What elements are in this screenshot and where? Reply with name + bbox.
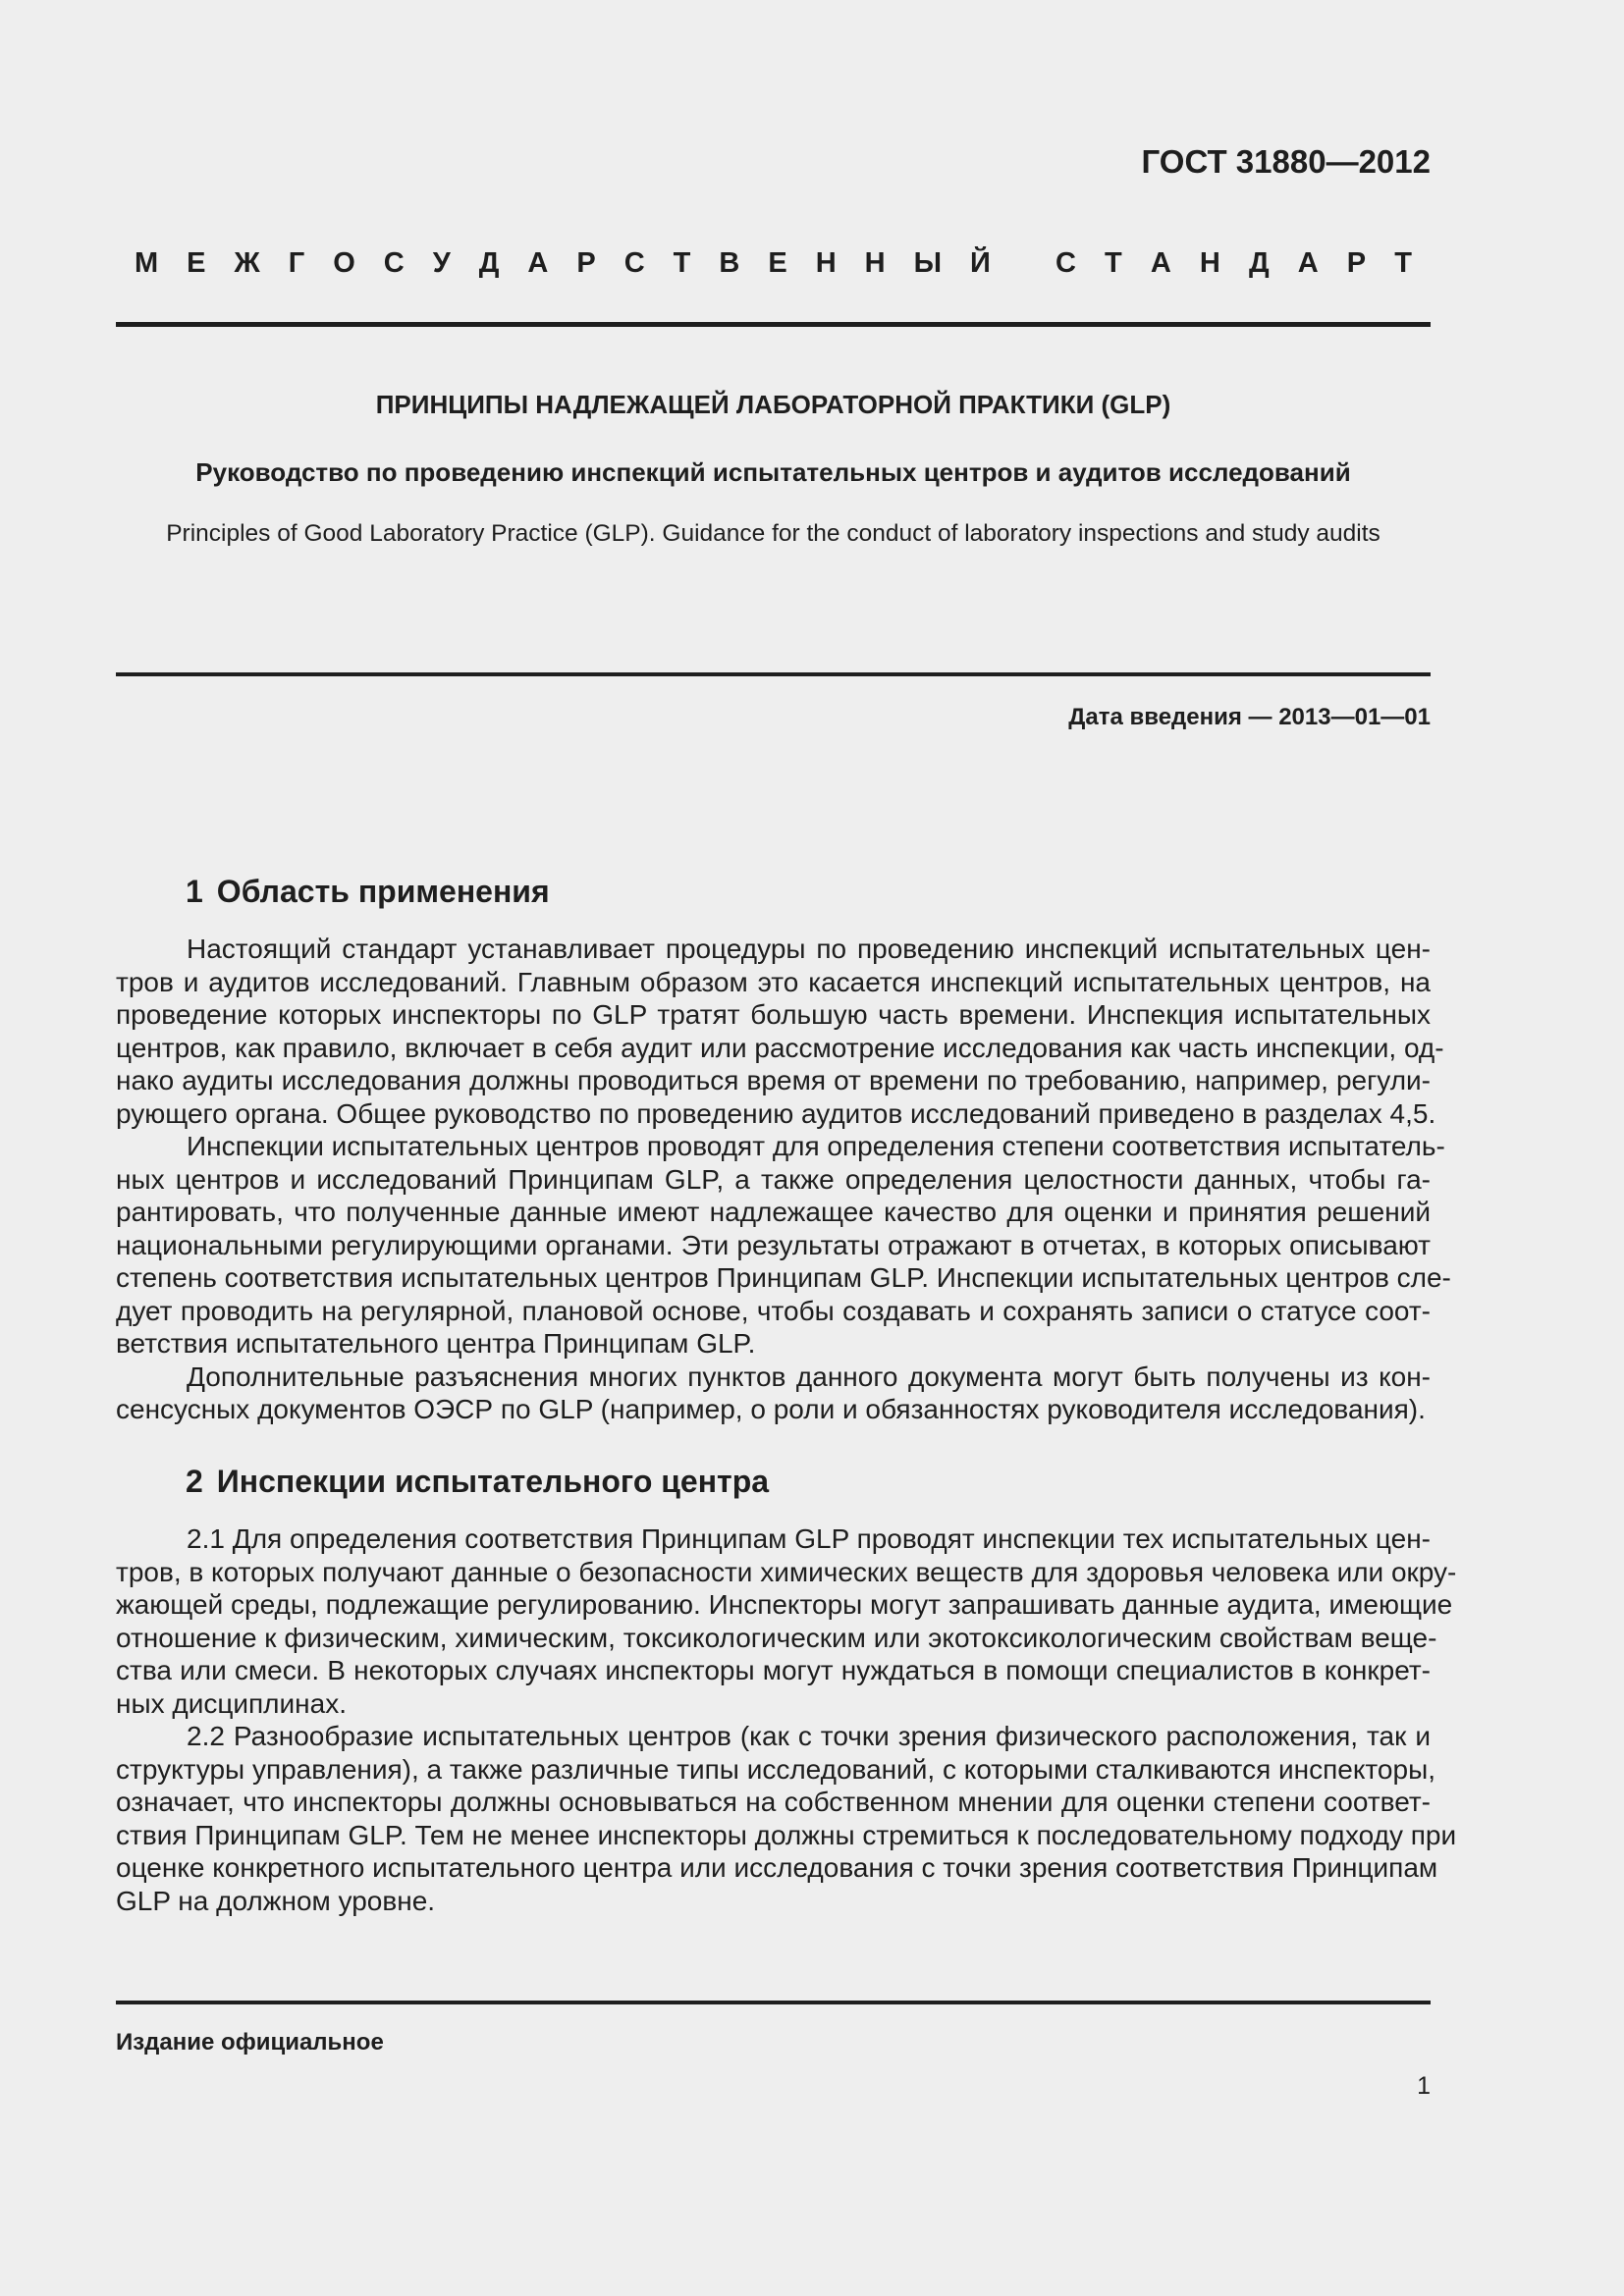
banner-letter: А	[1297, 247, 1319, 279]
section-2-title: Инспекции испытательного центра	[216, 1464, 770, 1499]
paragraph-line: рующего органа. Общее руководство по проведению аудитов исследований приведено в разделах 4,5.	[116, 1097, 1436, 1129]
paragraph-line: нако аудиты исследования должны проводиться время от времени по требованию, например, регули-	[116, 1065, 1431, 1095]
paragraph-line: ных дисциплинах.	[116, 1687, 347, 1719]
section-2-heading	[186, 1464, 769, 1500]
paragraph-line: рантировать, что полученные данные имеют надлежащее качество для оценки и принятия решений	[116, 1197, 1431, 1227]
section-1-number: 1	[186, 874, 203, 909]
paragraph-line: Настоящий стандарт устанавливает процедуры по проведению инспекций испытательных цен-	[187, 934, 1431, 964]
introduction-date: Дата введения — 2013—01—01	[1068, 704, 1431, 730]
standard-word	[1056, 247, 1412, 280]
paragraph-line: центров, как правило, включает в себя аудит или рассмотрение исследования как часть инспекции, од-	[116, 1032, 1444, 1063]
english-title: Principles of Good Laboratory Practice (GLP). Guidance for the conduct of laboratory inspections and study audits	[166, 520, 1380, 547]
banner-letter: Ж	[234, 247, 260, 279]
paragraph-line: означает, что инспекторы должны основываться на собственном мнении для оценки степени соответ-	[116, 1787, 1431, 1817]
paragraph-line: тров и аудитов исследований. Главным образом это касается инспекций испытательных центров, на	[116, 966, 1431, 997]
banner-letter: Е	[768, 247, 787, 279]
footer-divider	[116, 2001, 1431, 2004]
paragraph-line: 2.2 Разнообразие испытательных центров (как с точки зрения физического расположения, так и	[187, 1721, 1431, 1751]
banner-letter: Н	[815, 247, 837, 279]
banner-letter: Ы	[913, 247, 942, 279]
banner-letter: Т	[1105, 247, 1122, 279]
paragraph-line: оценке конкретного испытательного центра или исследования с точки зрения соответствия Принципам	[116, 1852, 1438, 1883]
banner-letter: Е	[187, 247, 206, 279]
paragraph-line: тров, в которых получают данные о безопасности химических веществ для здоровья человека или окру-	[116, 1556, 1457, 1587]
paragraph-line: сенсусных документов ОЭСР по GLP (например, о роли и обязанностях руководителя исследования).	[116, 1394, 1426, 1424]
section-1-body	[116, 933, 1451, 1426]
paragraph-line: ных центров и исследований Принципам GLP, а также определения целостности данных, чтобы га-	[116, 1163, 1431, 1195]
top-divider	[116, 322, 1431, 327]
banner-letter: С	[1056, 247, 1076, 279]
banner-letter: Н	[864, 247, 886, 279]
paragraph-line: ветствия испытательного центра Принципам GLP.	[116, 1328, 756, 1359]
standard-code: ГОСТ 31880—2012	[1141, 143, 1431, 180]
paragraph-line: степень соответствия испытательных центров Принципам GLP. Инспекции испытательных центров сле-	[116, 1262, 1451, 1293]
title-divider	[116, 672, 1431, 676]
banner-letter: Р	[576, 247, 596, 279]
banner-letter: А	[1150, 247, 1171, 279]
paragraph-line: проведение которых инспекторы по GLP тратят большую часть времени. Инспекция испытательных	[116, 999, 1431, 1030]
banner-letter: О	[333, 247, 355, 279]
section-1-title: Область применения	[216, 874, 550, 909]
official-edition-label: Издание официальное	[116, 2029, 384, 2056]
paragraph-line: отношение к физическим, химическим, токсикологическим или экотоксикологическим свойствам веще-	[116, 1622, 1437, 1653]
banner-letter: Т	[673, 247, 691, 279]
paragraph-line: жающей среды, подлежащие регулированию. Инспекторы могут запрашивать данные аудита, имеющие	[116, 1589, 1453, 1620]
paragraph-line: ства или смеси. В некоторых случаях инспекторы могут нуждаться в помощи специалистов в конкрет-	[116, 1655, 1431, 1685]
paragraph-line: Инспекции испытательных центров проводят для определения степени соответствия испытатель-	[187, 1131, 1445, 1161]
section-2-number: 2	[186, 1464, 203, 1499]
page-number: 1	[1417, 2072, 1431, 2100]
interstate-word	[135, 247, 991, 280]
paragraph-line: Дополнительные разъяснения многих пунктов данного документа могут быть получены из кон-	[187, 1361, 1431, 1392]
document-subtitle: Руководство по проведению инспекций испытательных центров и аудитов исследований	[195, 457, 1351, 487]
banner-letter: Р	[1346, 247, 1367, 279]
paragraph-line: структуры управления), а также различные типы исследований, с которыми сталкиваются инспекторы,	[116, 1753, 1435, 1785]
banner-letter: Д	[478, 247, 500, 279]
banner-letter: М	[135, 247, 159, 279]
banner-letter: С	[623, 247, 645, 279]
banner-letter: А	[527, 247, 549, 279]
paragraph-line: дует проводить на регулярной, плановой основе, чтобы создавать и сохранять записи о статусе соот-	[116, 1295, 1431, 1326]
banner-letter: Д	[1248, 247, 1270, 279]
section-1-heading	[186, 874, 550, 910]
document-title: ПРИНЦИПЫ НАДЛЕЖАЩЕЙ ЛАБОРАТОРНОЙ ПРАКТИКИ (GLP)	[375, 390, 1171, 419]
banner-letter: У	[432, 247, 451, 279]
paragraph-line: ствия Принципам GLP. Тем не менее инспекторы должны стремиться к последовательному подходу при	[116, 1819, 1457, 1850]
paragraph-line: национальными регулирующими органами. Эти результаты отражают в отчетах, в которых описывают	[116, 1229, 1431, 1260]
banner-letter: Н	[1199, 247, 1220, 279]
banner-letter: Й	[970, 247, 991, 279]
banner-letter: Г	[288, 247, 305, 279]
banner-letter: Т	[1394, 247, 1412, 279]
paragraph-line: GLP на должном уровне.	[116, 1885, 436, 1916]
interstate-standard-banner	[135, 247, 1412, 280]
paragraph-line: 2.1 Для определения соответствия Принципам GLP проводят инспекции тех испытательных цен-	[187, 1523, 1431, 1554]
banner-letter: В	[719, 247, 740, 279]
section-2-body	[116, 1522, 1457, 1917]
banner-letter: С	[383, 247, 405, 279]
